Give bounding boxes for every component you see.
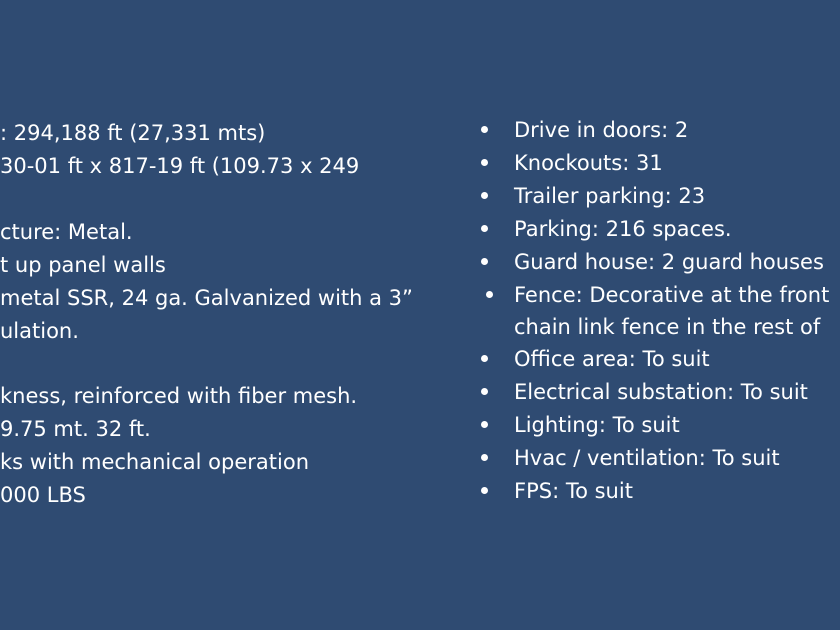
bullet-icon bbox=[481, 126, 488, 133]
right-item-guard-house: Guard house: 2 guard houses bbox=[514, 250, 824, 274]
left-line-3: cture: Metal. bbox=[0, 220, 133, 244]
left-line-5: metal SSR, 24 ga. Galvanized with a 3” bbox=[0, 286, 413, 310]
bullet-icon bbox=[486, 291, 493, 298]
left-line-6: ulation. bbox=[0, 319, 79, 343]
right-item-fence-continuation: chain link fence in the rest of bbox=[514, 315, 821, 339]
bullet-icon bbox=[481, 192, 488, 199]
right-item-knockouts: Knockouts: 31 bbox=[514, 151, 663, 175]
bullet-icon bbox=[481, 454, 488, 461]
bullet-icon bbox=[481, 487, 488, 494]
right-item-parking: Parking: 216 spaces. bbox=[514, 217, 732, 241]
right-item-fence: Fence: Decorative at the front bbox=[514, 283, 830, 307]
left-line-1: : 294,188 ft (27,331 mts) bbox=[0, 121, 266, 145]
left-line-9: ks with mechanical operation bbox=[0, 450, 310, 474]
bullet-icon bbox=[481, 225, 488, 232]
right-item-drive-in-doors: Drive in doors: 2 bbox=[514, 118, 689, 142]
left-line-4: t up panel walls bbox=[0, 253, 166, 277]
right-item-fps: FPS: To suit bbox=[514, 479, 633, 503]
right-item-trailer-parking: Trailer parking: 23 bbox=[514, 184, 706, 208]
bullet-icon bbox=[481, 421, 488, 428]
right-item-lighting: Lighting: To suit bbox=[514, 413, 680, 437]
bullet-icon bbox=[481, 159, 488, 166]
left-line-2: 30-01 ft x 817-19 ft (109.73 x 249 bbox=[0, 154, 360, 178]
left-line-7: kness, reinforced with fiber mesh. bbox=[0, 384, 358, 408]
right-item-electrical-substation: Electrical substation: To suit bbox=[514, 380, 808, 404]
right-item-office-area: Office area: To suit bbox=[514, 347, 710, 371]
bullet-icon bbox=[481, 388, 488, 395]
right-item-hvac: Hvac / ventilation: To suit bbox=[514, 446, 780, 470]
bullet-icon bbox=[481, 258, 488, 265]
left-line-8: 9.75 mt. 32 ft. bbox=[0, 417, 151, 441]
bullet-icon bbox=[481, 355, 488, 362]
left-line-10: 000 LBS bbox=[0, 483, 86, 507]
